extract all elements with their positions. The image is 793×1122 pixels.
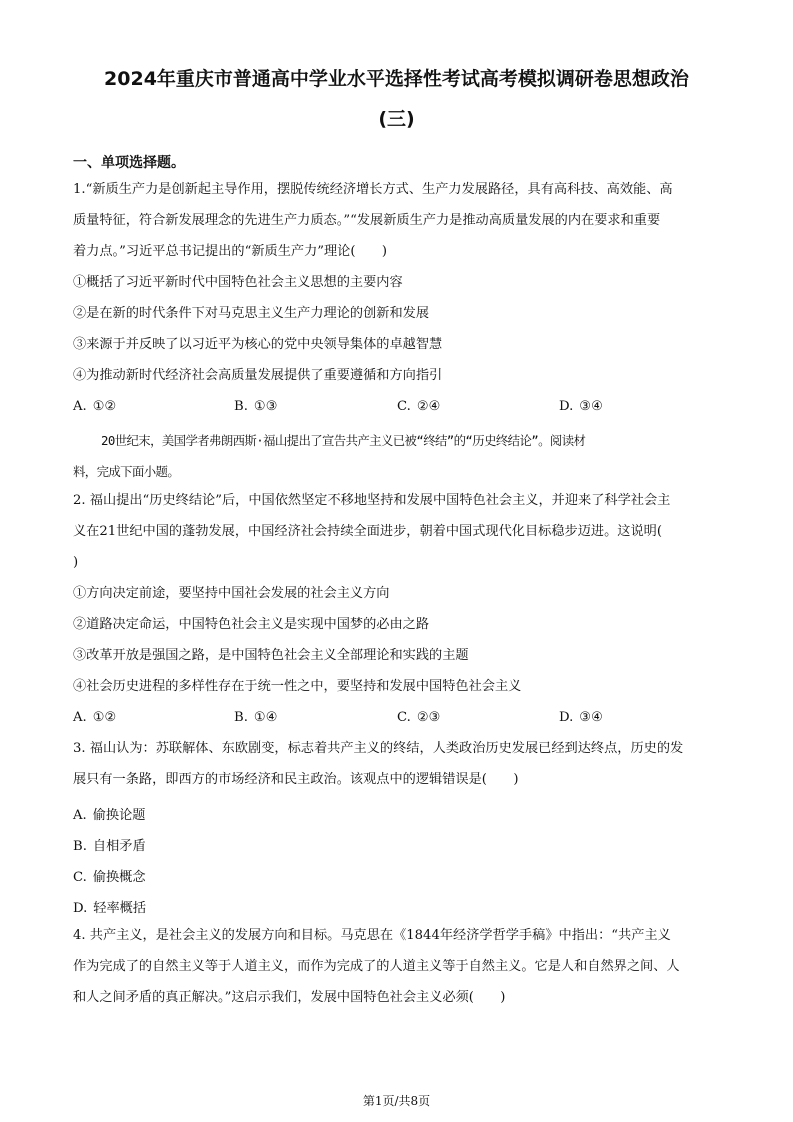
option-text: ①④ — [253, 710, 278, 725]
option-text: 偷换概念 — [92, 870, 146, 885]
option-label: C. — [397, 710, 411, 725]
q3-stem-line: 展只有一条路，即西方的市场经济和民主政治。该观点中的逻辑错误是( ) — [73, 772, 519, 787]
q2-statement: ④社会历史进程的多样性存在于统一性之中，要坚持和发展中国特色社会主义 — [73, 679, 522, 694]
option-text: ②③ — [416, 710, 441, 725]
q2-stem-line: 2. 福山提出“历史终结论”后，中国依然坚定不移地坚持和发展中国特色社会主义，并迎来了科学社会主 — [73, 493, 671, 508]
q2-statement: ②道路决定命运，中国特色社会主义是实现中国梦的必由之路 — [73, 617, 430, 632]
option-label: A. — [73, 399, 87, 414]
q2-option-d[interactable] — [559, 710, 603, 725]
option-text: ③④ — [579, 710, 603, 725]
q2-statement: ①方向决定前途，要坚持中国社会发展的社会主义方向 — [73, 586, 390, 601]
option-text: ①② — [92, 399, 117, 414]
option-text: 偷换论题 — [92, 808, 146, 823]
q1-statement: ④为推动新时代经济社会高质量发展提供了重要遵循和方向指引 — [73, 368, 443, 383]
option-label: D. — [559, 710, 574, 725]
q1-option-c[interactable] — [397, 399, 440, 414]
q1-statement: ①概括了习近平新时代中国特色社会主义思想的主要内容 — [73, 275, 403, 290]
q4-stem-line: 4. 共产主义，是社会主义的发展方向和目标。马克思在《1844年经济学哲学手稿》中指出：“共产主义 — [73, 928, 671, 943]
q1-option-a[interactable] — [73, 399, 116, 414]
option-label: C. — [397, 399, 411, 414]
option-text: ①③ — [253, 399, 278, 414]
q2-option-c[interactable] — [397, 710, 440, 725]
q2-option-a[interactable] — [73, 710, 116, 725]
option-label: D. — [559, 399, 574, 414]
q1-option-b[interactable] — [234, 399, 278, 414]
material-line: 20世纪末，美国学者弗朗西斯·福山提出了宣告共产主义已被“终结”的“历史终结论”。阅读材 — [101, 433, 586, 448]
document-title: 2024年重庆市普通高中学业水平选择性考试高考模拟调研卷思想政治 — [104, 68, 689, 90]
option-label: D. — [73, 901, 88, 916]
q1-stem-line: 质量特征，符合新发展理念的先进生产力质态。”“发展新质生产力是推动高质量发展的内在要求和重要 — [73, 213, 661, 228]
option-text: 自相矛盾 — [92, 839, 146, 854]
option-label: C. — [73, 870, 87, 885]
q4-stem-line: 作为完成了的自然主义等于人道主义，而作为完成了的人道主义等于自然主义。它是人和自然界之间、人 — [73, 959, 680, 974]
q3-option-d[interactable] — [73, 897, 146, 916]
q4-stem-line: 和人之间矛盾的真正解决。”这启示我们，发展中国特色社会主义必须( ) — [73, 990, 506, 1005]
q2-statement: ③改革开放是强国之路，是中国特色社会主义全部理论和实践的主题 — [73, 648, 469, 663]
q3-option-b[interactable] — [73, 835, 146, 854]
q3-option-a[interactable] — [73, 804, 145, 823]
q2-stem-line: ) — [73, 555, 79, 570]
q1-stem-line: 1.“新质生产力是创新起主导作用，摆脱传统经济增长方式、生产力发展路径，具有高科技、高效能、高 — [73, 182, 673, 197]
q2-option-b[interactable] — [234, 710, 278, 725]
option-label: A. — [73, 808, 87, 823]
document-subtitle: (三) — [378, 108, 415, 130]
q3-option-c[interactable] — [73, 866, 146, 885]
section-heading: 一、单项选择题。 — [73, 155, 185, 171]
option-text: ①② — [92, 710, 117, 725]
option-label: B. — [234, 710, 248, 725]
q1-option-d[interactable] — [559, 399, 603, 414]
q1-statement: ②是在新的时代条件下对马克思主义生产力理论的创新和发展 — [73, 306, 430, 321]
q1-stem-line: 着力点。”习近平总书记提出的“新质生产力”理论( ) — [73, 244, 388, 259]
option-text: ②④ — [416, 399, 441, 414]
option-label: B. — [73, 839, 87, 854]
q2-stem-line: 义在21世纪中国的蓬勃发展，中国经济社会持续全面进步，朝着中国式现代化目标稳步迈进。这说明( — [73, 524, 662, 539]
option-label: B. — [234, 399, 248, 414]
q3-stem-line: 3. 福山认为：苏联解体、东欧剧变，标志着共产主义的终结，人类政治历史发展已经到达终点，历史的发 — [73, 741, 684, 756]
page-number: 第1页/共8页 — [362, 1094, 431, 1108]
option-text: ③④ — [579, 399, 603, 414]
material-line: 料，完成下面小题。 — [73, 464, 180, 479]
q1-statement: ③来源于并反映了以习近平为核心的党中央领导集体的卓越智慧 — [73, 337, 443, 352]
option-label: A. — [73, 710, 87, 725]
option-text: 轻率概括 — [93, 901, 147, 916]
